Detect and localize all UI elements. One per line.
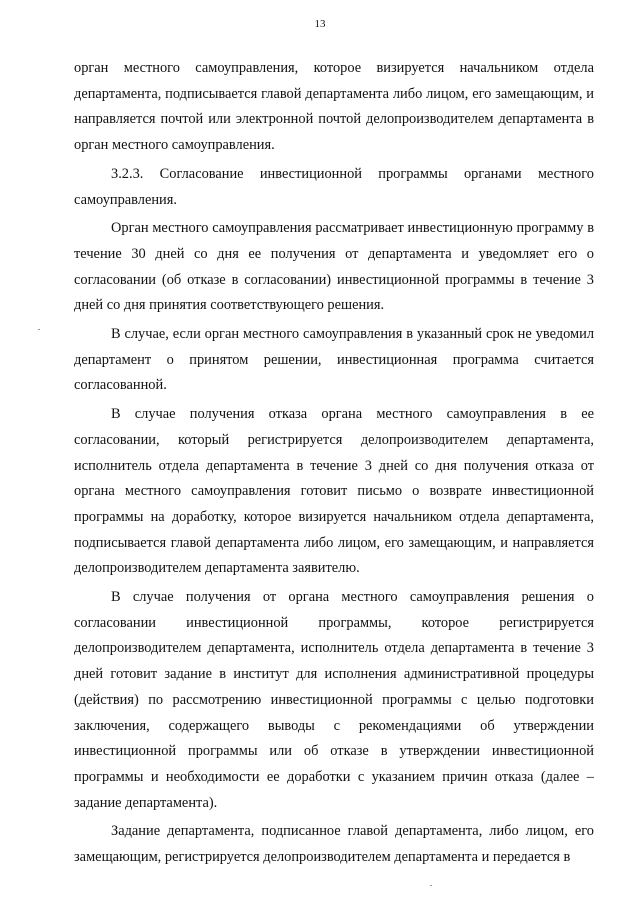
- paragraph-continuation: орган местного самоуправления, которое визируется начальником отдела департамента, подписывается главой департамента либо лицом, его замещающим, и направляется почтой или электронной почтой делопроизводителем департамента в орган местного самоуправления.: [74, 60, 594, 154]
- document-body: [74, 56, 594, 871]
- paragraph-deemed-approved: В случае, если орган местного самоуправления в указанный срок не уведомил департамент о принятом решении, инвестиционная программа считается согласованной.: [74, 326, 594, 394]
- scan-speck: [430, 885, 432, 886]
- scan-speck: [38, 329, 40, 330]
- paragraph-assignment: Задание департамента, подписанное главой департамента, либо лицом, его замещающим, регистрируется делопроизводителем департамента и передается в: [74, 823, 594, 866]
- paragraph-review-period: Орган местного самоуправления рассматривает инвестиционную программу в течение 30 дней со дня ее получения от департамента и уведомляет его о согласовании (об отказе в согласовании) инвестиционной программы в течение 3 дней со дня принятия соответствующего решения.: [74, 220, 594, 314]
- paragraph-approval-decision: В случае получения от органа местного самоуправления решения о согласовании инвестиционной программы, которое регистрируется делопроизводителем департамента, исполнитель отдела департамента в течение 3 дней готовит задание в институт для исполнения административной процедуры (действия) по рассмотрению инвестиционной программы с целью подготовки заключения, содержащего выводы с рекомендациями об утверждении инвестиционной программы или об отказе в утверждении инвестиционной программы и необходимости ее доработки с указанием причин отказа (далее – задание департамента).: [74, 589, 594, 811]
- section-heading-3-2-3: 3.2.3. Согласование инвестиционной программы органами местного самоуправления.: [74, 165, 594, 208]
- page-number: 13: [314, 18, 326, 30]
- paragraph-refusal: В случае получения отказа органа местного самоуправления в ее согласовании, который регистрируется делопроизводителем департамента, исполнитель отдела департамента в течение 3 дней со дня получения отказа от органа местного самоуправления готовит письмо о возврате инвестиционной программы на доработку, которое визируется начальником отдела департамента, подписывается главой департамента либо лицом, его замещающим, и направляется делопроизводителем департамента заявителю.: [74, 406, 594, 577]
